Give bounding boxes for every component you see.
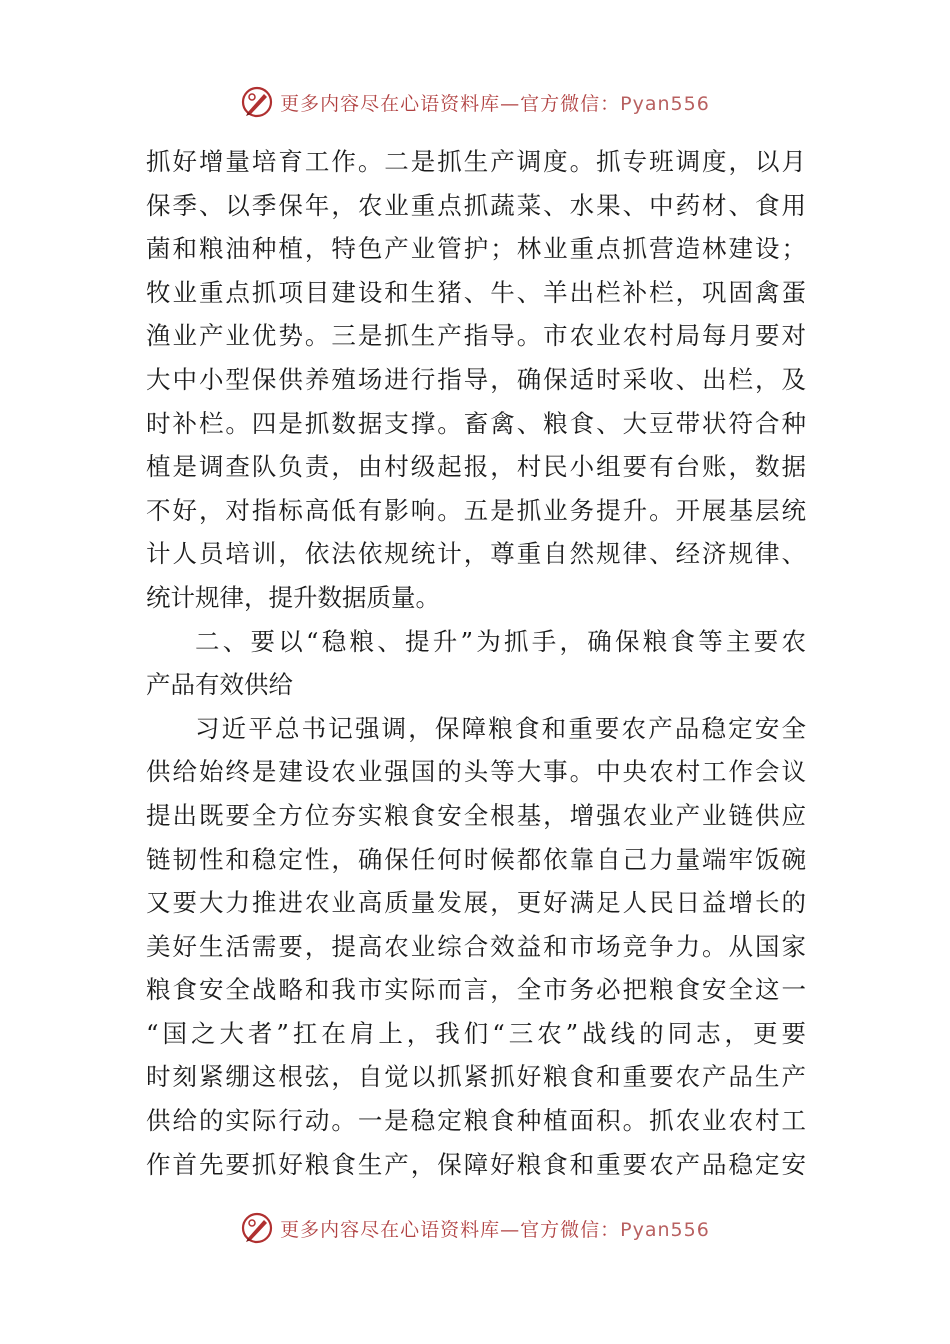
header-watermark-banner	[0, 82, 950, 122]
body-line: 渔业产业优势。三是抓生产指导。市农业农村局每月要对	[146, 321, 806, 351]
body-line: 链韧性和稳定性，确保任何时候都依靠自己力量端牢饭碗	[146, 844, 806, 874]
body-line: 计人员培训，依法依规统计，尊重自然规律、经济规律、	[146, 539, 806, 569]
document-body	[146, 140, 806, 1186]
pen-logo-icon	[240, 1211, 274, 1245]
body-line: 习近平总书记强调，保障粮食和重要农产品稳定安全	[195, 713, 806, 743]
body-line: “国之大者”扛在肩上，我们“三农”战线的同志，更要	[146, 1018, 806, 1048]
body-line: 菌和粮油种植，特色产业管护；林业重点抓营造林建设；	[146, 234, 806, 264]
body-line: 时刻紧绷这根弦，自觉以抓紧抓好粮食和重要农产品生产	[146, 1062, 806, 1092]
section-heading-line: 二、要以“稳粮、提升”为抓手，确保粮食等主要农	[195, 626, 806, 656]
footer-watermark-text: 更多内容尽在心语资料库—官方微信：Pyan556	[280, 1218, 710, 1241]
pen-logo-icon	[240, 85, 274, 119]
body-line: 作首先要抓好粮食生产，保障好粮食和重要农产品稳定安	[146, 1149, 806, 1179]
body-line: 植是调查队负责，由村级起报，村民小组要有台账，数据	[146, 452, 806, 482]
footer-watermark-banner	[0, 1208, 950, 1248]
body-line: 提出既要全方位夯实粮食安全根基，增强农业产业链供应	[146, 800, 806, 830]
section-heading-line: 产品有效供给	[146, 670, 293, 700]
header-watermark-text: 更多内容尽在心语资料库—官方微信：Pyan556	[280, 92, 710, 115]
body-line: 供给的实际行动。一是稳定粮食种植面积。抓农业农村工	[146, 1106, 806, 1136]
body-line: 统计规律，提升数据质量。	[146, 582, 440, 612]
body-line: 抓好增量培育工作。二是抓生产调度。抓专班调度，以月	[146, 147, 806, 176]
body-line: 牧业重点抓项目建设和生猪、牛、羊出栏补栏，巩固禽蛋	[146, 277, 806, 307]
body-line: 时补栏。四是抓数据支撑。畜禽、粮食、大豆带状符合种	[146, 408, 806, 438]
body-line: 美好生活需要，提高农业综合效益和市场竞争力。从国家	[146, 931, 806, 961]
body-line: 粮食安全战略和我市实际而言，全市务必把粮食安全这一	[146, 975, 806, 1005]
body-line: 大中小型保供养殖场进行指导，确保适时采收、出栏，及	[146, 364, 806, 394]
body-line: 供给始终是建设农业强国的头等大事。中央农村工作会议	[146, 757, 806, 787]
body-line: 又要大力推进农业高质量发展，更好满足人民日益增长的	[146, 888, 806, 918]
body-line: 保季、以季保年，农业重点抓蔬菜、水果、中药材、食用	[146, 190, 806, 220]
body-line: 不好，对指标高低有影响。五是抓业务提升。开展基层统	[146, 495, 806, 525]
